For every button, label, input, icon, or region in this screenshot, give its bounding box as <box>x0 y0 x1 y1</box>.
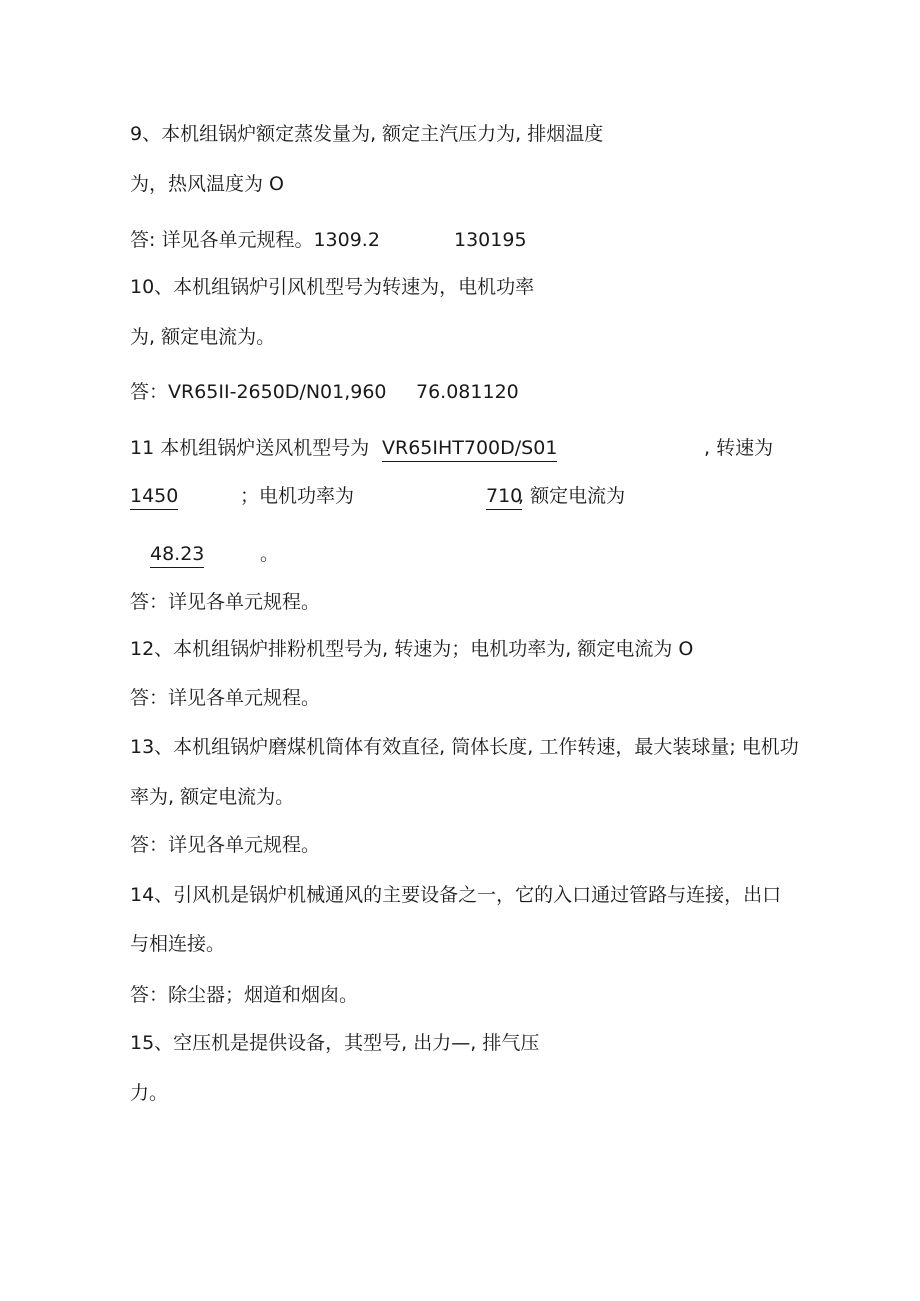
q11-current-label: , 额定电流为 <box>518 485 626 507</box>
q9-answer-value: 130195 <box>454 229 527 251</box>
q11-line1 <box>130 436 790 462</box>
q15-line2: 力。 <box>130 1082 169 1104</box>
q11-power-label: ；电机功率为 <box>240 485 355 507</box>
q10-line2: 为, 额定电流为。 <box>130 326 276 348</box>
q14-line1: 14、引风机是锅炉机械通风的主要设备之一，它的入口通过管路与连接，出口 <box>130 884 782 906</box>
q11-line2 <box>130 484 790 510</box>
q11-speed-label: , 转速为 <box>704 437 774 459</box>
q10-line1: 10、本机组锅炉引风机型号为转速为，电机功率 <box>130 276 535 298</box>
q13-answer: 答：详见各单元规程。 <box>130 834 321 856</box>
q11-end-mark: 。 <box>260 543 280 565</box>
q10-answer-prefix: 答：VR65II-2650D/N01,960 <box>130 381 387 403</box>
q13-line1: 13、本机组锅炉磨煤机筒体有效直径, 筒体长度, 工作转速，最大装球量; 电机功 <box>130 736 799 758</box>
q13-line2: 率为, 额定电流为。 <box>130 786 295 808</box>
q11-answer: 答：详见各单元规程。 <box>130 591 321 613</box>
q9-answer <box>130 228 830 252</box>
q11-speed-value: 1450 <box>130 484 178 510</box>
q15-line1: 15、空压机是提供设备，其型号, 出力—, 排气压 <box>130 1032 540 1054</box>
q14-answer: 答：除尘器；烟道和烟囱。 <box>130 984 359 1006</box>
q14-line2: 与相连接。 <box>130 933 226 955</box>
q11-prefix: 11 本机组锅炉送风机型号为 <box>130 437 370 459</box>
q10-answer-value: 76.081120 <box>416 381 519 403</box>
q9-line2: 为，热风温度为 O <box>130 173 284 195</box>
q9-answer-prefix: 答: 详见各单元规程。1309.2 <box>130 229 380 251</box>
q10-answer <box>130 380 830 404</box>
q9-line1: 9、本机组锅炉额定蒸发量为, 额定主汽压力为, 排烟温度 <box>130 123 604 145</box>
q11-current-value: 48.23 <box>150 542 204 568</box>
q12-line1: 12、本机组锅炉排粉机型号为, 转速为；电机功率为, 额定电流为 O <box>130 638 694 660</box>
q11-line3 <box>150 542 450 568</box>
q11-power-value: 710 <box>486 484 522 510</box>
q11-model: VR65IHT700D/S01 <box>382 436 557 462</box>
q12-answer: 答：详见各单元规程。 <box>130 687 321 709</box>
